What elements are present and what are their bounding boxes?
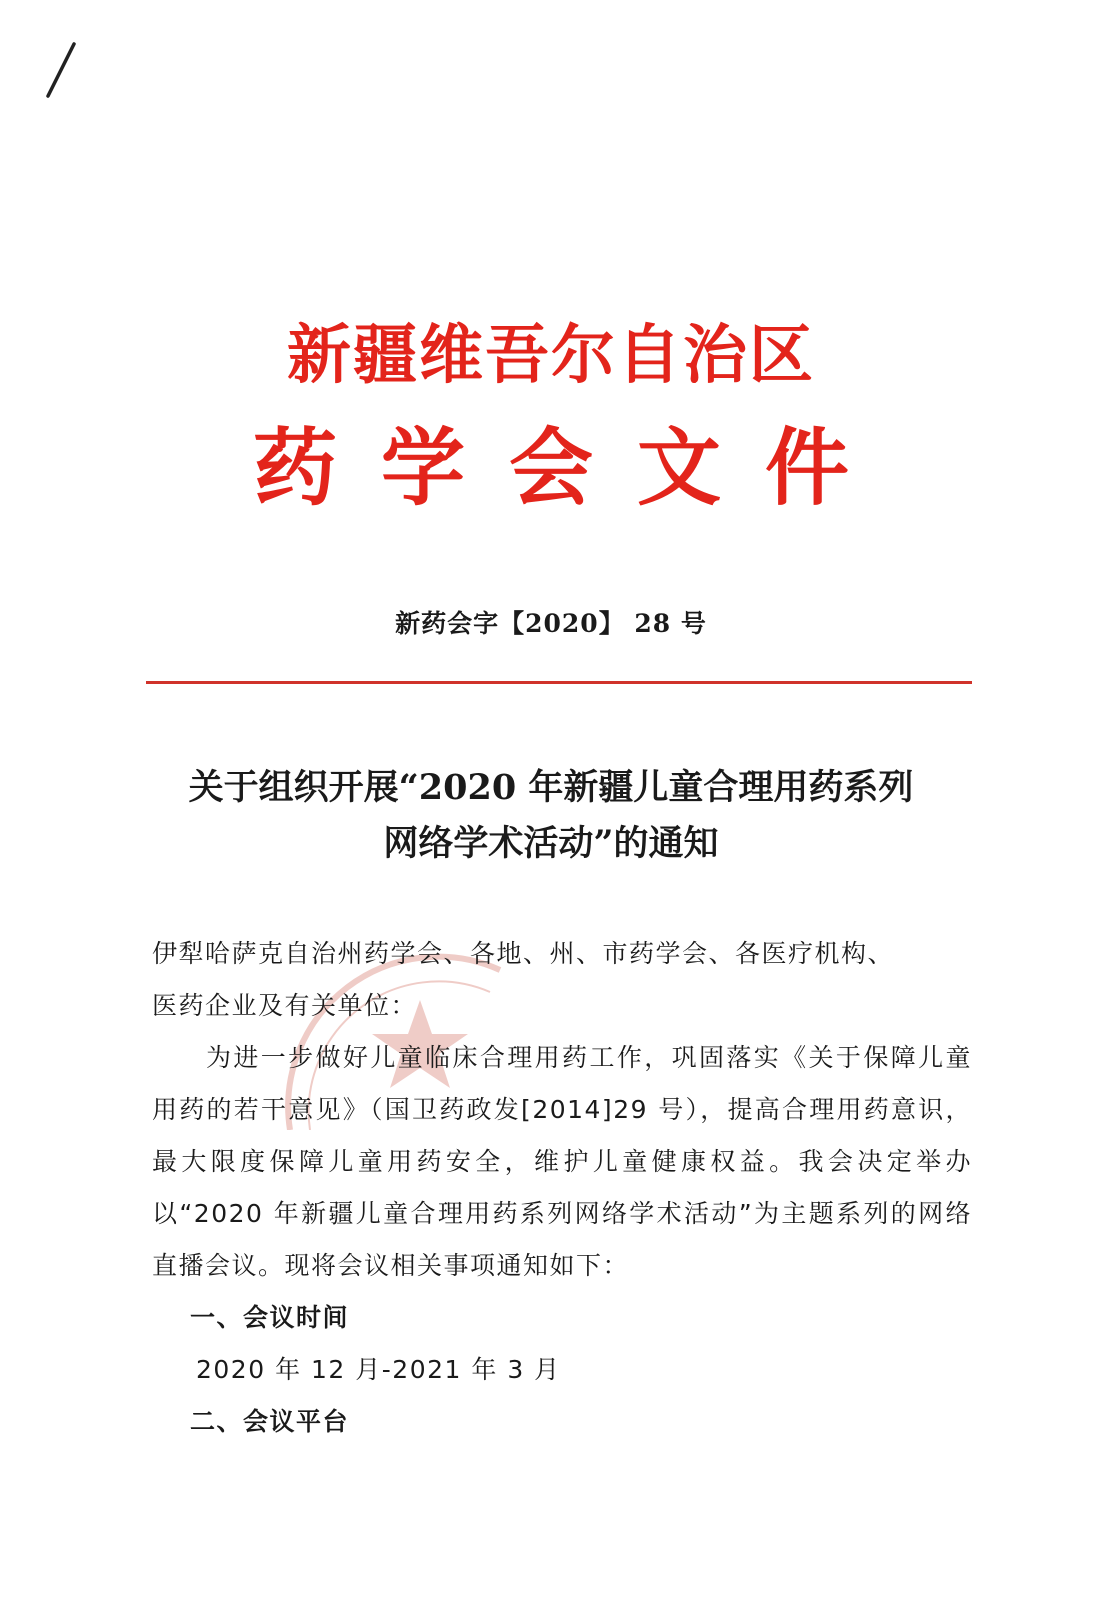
red-divider — [146, 681, 972, 684]
letterhead-org: 新疆维吾尔自治区 — [287, 318, 815, 393]
recipients-line-1: 伊犁哈萨克自治州药学会、各地、州、市药学会、各医疗机构、 — [152, 939, 895, 968]
title-line-2: 网络学术活动”的通知 — [383, 823, 719, 864]
recipients-line-2: 医药企业及有关单位： — [152, 991, 418, 1020]
section-heading-time: 一、会议时间 — [190, 1303, 350, 1332]
notice-title — [120, 760, 982, 872]
title-line-1: 关于组织开展“2020 年新疆儿童合理用药系列 — [188, 767, 914, 808]
notice-body — [152, 928, 972, 1448]
intro-paragraph: 为进一步做好儿童临床合理用药工作，巩固落实《关于保障儿童用药的若干意见》（国卫药政发[2014]29 号），提高合理用药意识，最大限度保障儿童用药安全，维护儿童健康权益。我会决定举办以“2020 年新疆儿童合理用药系列网络学术活动”为主题系列的网络直播会议。现将会议相关事项通知如下： — [152, 1043, 972, 1280]
section-value-time: 2020 年 12 月-2021 年 3 月 — [196, 1355, 561, 1384]
section-heading-platform: 二、会议平台 — [190, 1407, 350, 1436]
document-number: 新药会字【2020】 28 号 — [395, 609, 707, 638]
pen-mark — [40, 40, 80, 102]
letterhead-doc-type: 药学会文件 — [252, 418, 893, 517]
